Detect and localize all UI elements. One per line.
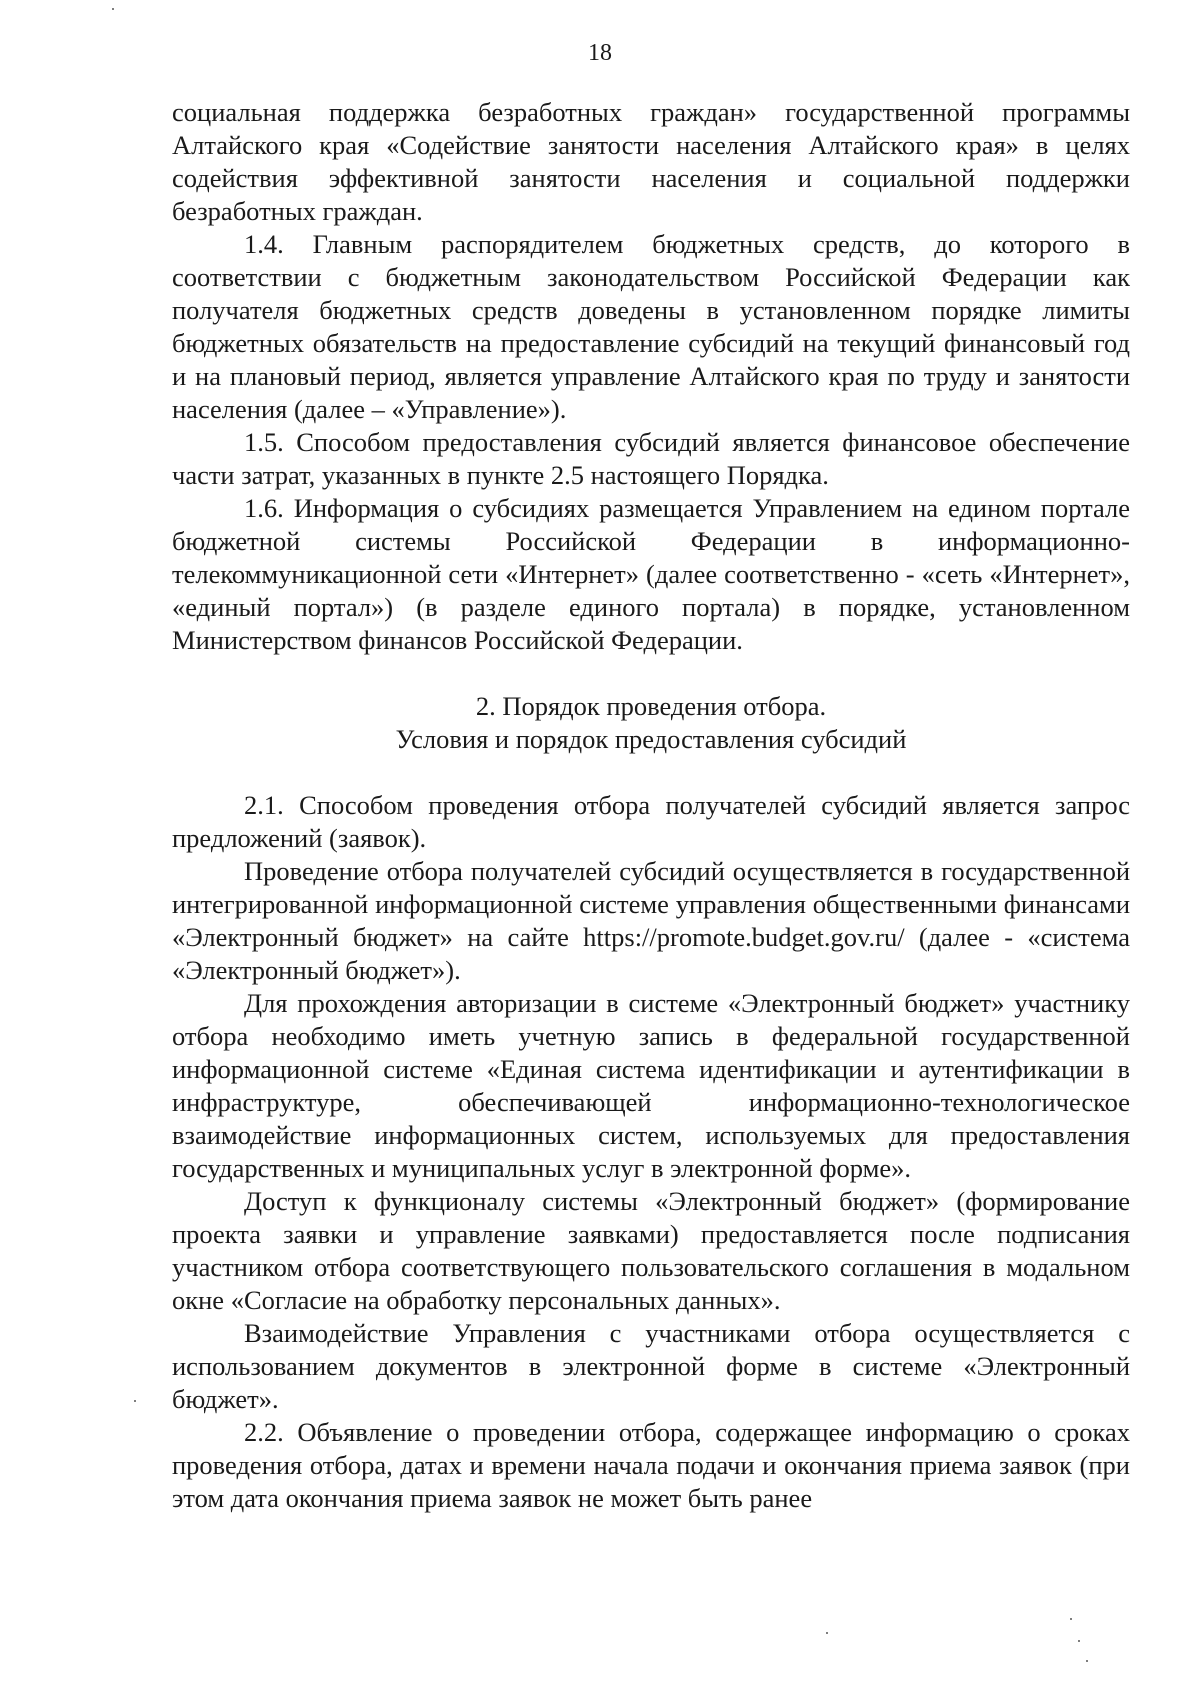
paragraph-2-1: 2.1. Способом проведения отбора получателей субсидий является запрос предложений (заявок).	[172, 790, 1130, 853]
scan-speck	[112, 8, 114, 10]
paragraph-1-5: 1.5. Способом предоставления субсидий является финансовое обеспечение части затрат, указанных в пункте 2.5 настоящего Порядка.	[172, 427, 1130, 490]
scan-speck	[134, 1400, 136, 1402]
paragraph-interaction: Взаимодействие Управления с участниками отбора осуществляется с использованием документов в электронной форме в системе «Электронный бюджет».	[172, 1318, 1130, 1414]
scan-speck	[1070, 1618, 1072, 1620]
paragraph-2-2: 2.2. Объявление о проведении отбора, содержащее информацию о сроках проведения отбора, датах и времени начала подачи и окончания приема заявок (при этом дата окончания приема заявок не может быть ранее	[172, 1417, 1130, 1513]
paragraph-authorization: Для прохождения авторизации в системе «Электронный бюджет» участнику отбора необходимо иметь учетную запись в федеральной государственной информационной системе «Единая система идентификации и аутентификации в инфраструктуре, обеспечивающей информационно-технологическое взаимодействие информационных систем, используемых для предоставления государственных и муниципальных услуг в электронной форме».	[172, 988, 1130, 1183]
scan-speck	[1086, 1660, 1088, 1662]
scan-speck	[826, 1632, 828, 1634]
scan-speck	[1078, 1640, 1080, 1642]
paragraph-continuation: социальная поддержка безработных граждан» государственной программы Алтайского края «Содействие занятости населения Алтайского края» в целях содействия эффективной занятости населения и социальной поддержки безработных граждан.	[172, 97, 1130, 226]
section-2-title-line-1: 2. Порядок проведения отбора.	[475, 691, 827, 721]
paragraph-1-6: 1.6. Информация о субсидиях размещается Управлением на едином портале бюджетной системы Российской Федерации в информационно-телекоммуникационной сети «Интернет» (далее соответственно - «сеть «Интернет», «единый портал») (в разделе единого портала) в порядке, установленном Министерством финансов Российской Федерации.	[172, 493, 1130, 655]
paragraph-1-4: 1.4. Главным распорядителем бюджетных средств, до которого в соответствии с бюджетным законодательством Российской Федерации как получателя бюджетных средств доведены в установленном порядке лимиты бюджетных обязательств на предоставление субсидий на текущий финансовый год и на плановый период, является управление Алтайского края по труду и занятости населения (далее – «Управление»).	[172, 229, 1130, 424]
page-number: 18	[588, 40, 612, 66]
paragraph-selection-system: Проведение отбора получателей субсидий осуществляется в государственной интегрированной информационной системе управления общественными финансами «Электронный бюджет» на сайте https://promote.budget.gov.ru/ (далее - «система «Электронный бюджет»).	[172, 856, 1130, 985]
paragraph-access: Доступ к функционалу системы «Электронный бюджет» (формирование проекта заявки и управление заявками) предоставляется после подписания участником отбора соответствующего пользовательского соглашения в модальном окне «Согласие на обработку персональных данных».	[172, 1186, 1130, 1315]
document-body	[172, 96, 1130, 1515]
section-2-heading	[172, 690, 1130, 756]
section-2-title-line-2: Условия и порядок предоставления субсидий	[395, 724, 907, 754]
